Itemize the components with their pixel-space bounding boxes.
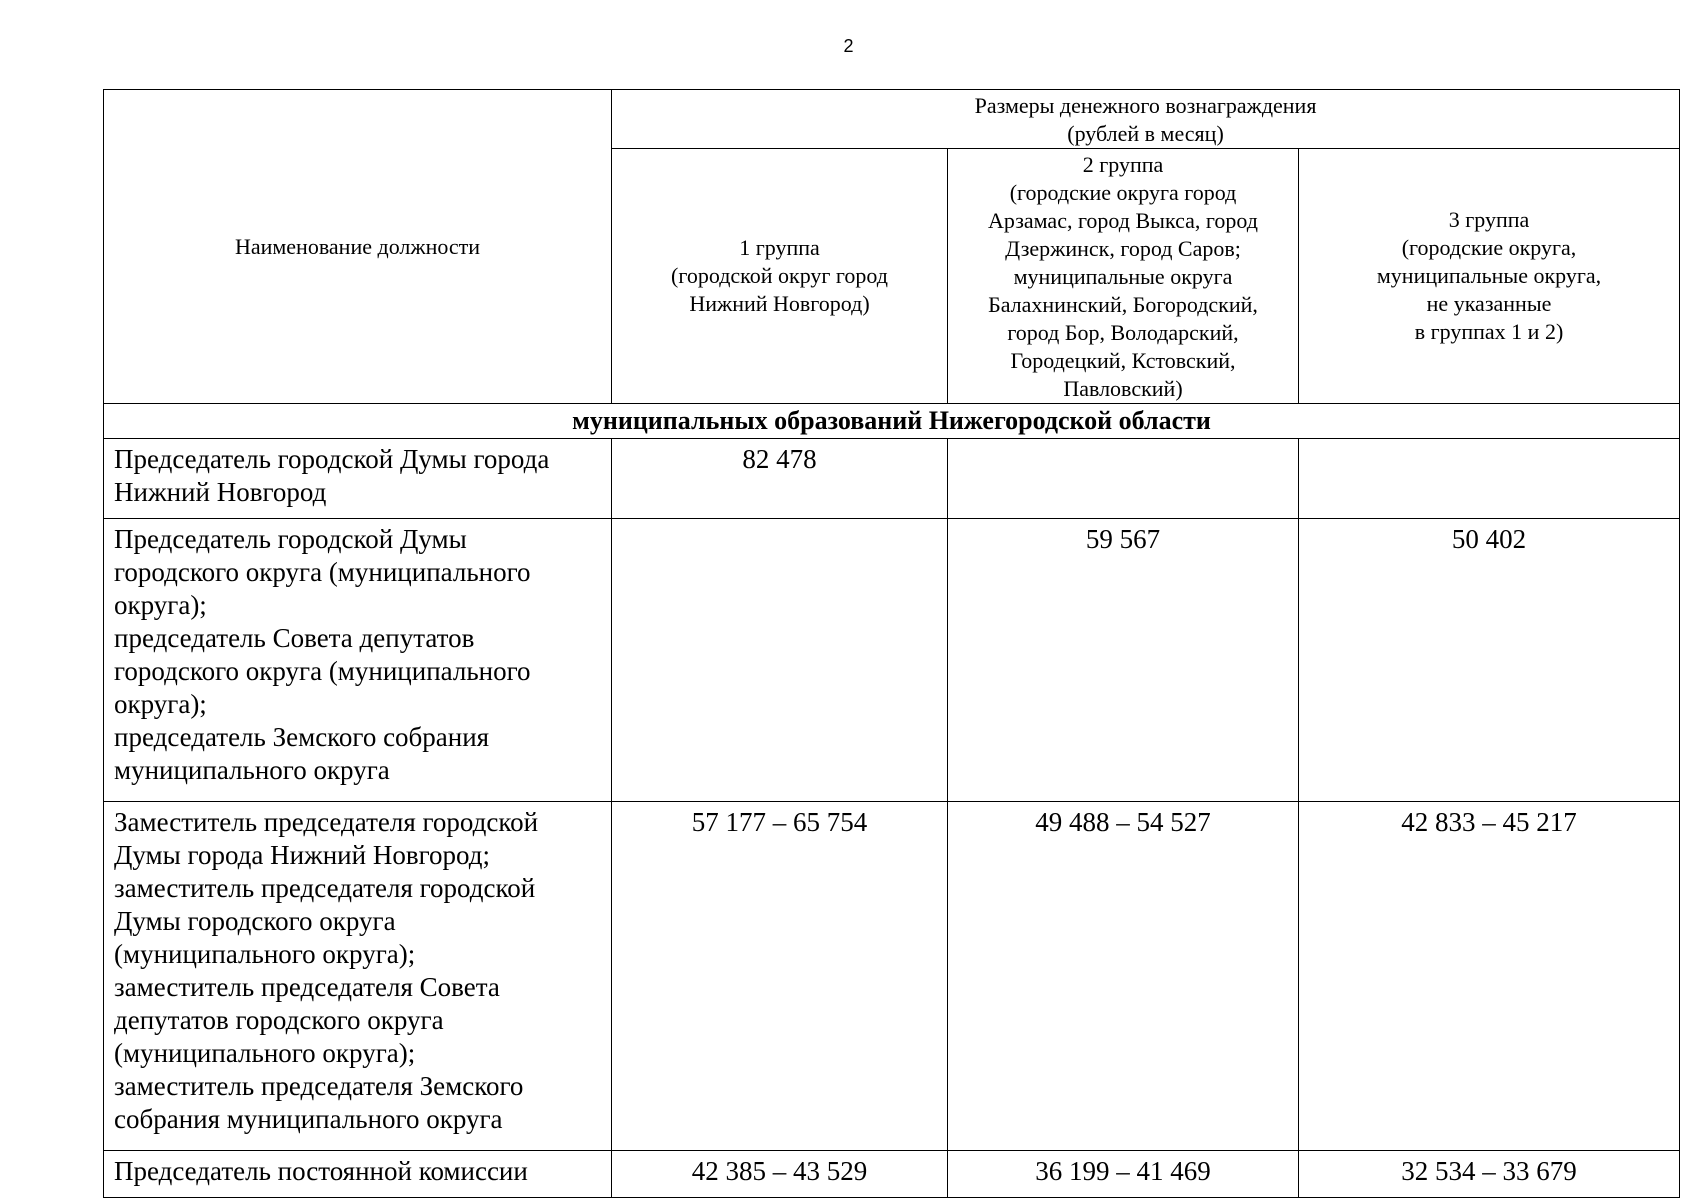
- section-title: муниципальных образований Нижегородской области: [104, 404, 1680, 439]
- group3-value: 50 402: [1299, 519, 1680, 802]
- position-name-line: округа);: [114, 689, 207, 719]
- position-name-line: Думы города Нижний Новгород;: [114, 840, 490, 870]
- group1-header: [612, 149, 948, 404]
- group2-header-line: Балахнинский, Богородский,: [988, 292, 1258, 317]
- position-name-line: председатель Земского собрания: [114, 722, 490, 752]
- position-name-line: Председатель городской Думы: [114, 524, 467, 554]
- position-name-line: депутатов городского округа: [114, 1005, 444, 1035]
- group2-header-line: город Бор, Володарский,: [1007, 320, 1239, 345]
- group3-header-line: (городские округа,: [1401, 235, 1577, 260]
- position-name-line: собрания муниципального округа: [114, 1104, 503, 1134]
- table-row: [104, 1151, 1680, 1198]
- position-name-line: муниципального округа: [114, 755, 390, 785]
- position-name-line: заместитель председателя Земского: [114, 1071, 524, 1101]
- group1-header-line: Нижний Новгород): [689, 291, 870, 316]
- position-name-line: Думы городского округа: [114, 906, 396, 936]
- group1-value: 57 177 – 65 754: [612, 802, 948, 1151]
- group2-header-line: 2 группа: [1082, 152, 1164, 177]
- position-name-line: (муниципального округа);: [114, 939, 416, 969]
- group3-header-line: не указанные: [1426, 291, 1552, 316]
- group2-header-line: Павловский): [1063, 376, 1183, 401]
- group3-header: [1299, 149, 1680, 404]
- position-name-line: (муниципального округа);: [114, 1038, 416, 1068]
- group2-value: 36 199 – 41 469: [948, 1151, 1299, 1198]
- position-name-line: Председатель постоянной комиссии: [114, 1156, 528, 1186]
- reward-size-header-line1: Размеры денежного вознаграждения: [974, 93, 1317, 118]
- reward-size-header-line2: (рублей в месяц): [1067, 121, 1224, 146]
- table-row: [104, 439, 1680, 519]
- group3-header-line: муниципальные округа,: [1376, 263, 1602, 288]
- group2-header: [948, 149, 1299, 404]
- page-number: 2: [843, 36, 854, 56]
- group3-header-line: в группах 1 и 2): [1414, 319, 1564, 344]
- group1-value: 82 478: [612, 439, 948, 519]
- position-name-line: заместитель председателя Совета: [114, 972, 500, 1002]
- position-name-cell: [104, 802, 612, 1151]
- group2-header-line: Городецкий, Кстовский,: [1010, 348, 1236, 373]
- group1-value: [612, 519, 948, 802]
- section-row: [104, 404, 1680, 439]
- group2-header-line: (городские округа город: [1009, 180, 1237, 205]
- group1-value: 42 385 – 43 529: [612, 1151, 948, 1198]
- group2-value: [948, 439, 1299, 519]
- position-name-line: городского округа (муниципального: [114, 656, 531, 686]
- group2-header-line: Арзамас, город Выкса, город: [988, 208, 1258, 233]
- position-name-header-text: Наименование должности: [234, 233, 481, 259]
- group2-value: 59 567: [948, 519, 1299, 802]
- group2-header-line: Дзержинск, город Саров;: [1005, 236, 1241, 261]
- position-name-line: городского округа (муниципального: [114, 557, 531, 587]
- group3-value: 32 534 – 33 679: [1299, 1151, 1680, 1198]
- position-name-cell: [104, 519, 612, 802]
- position-name-cell: [104, 439, 612, 519]
- table-row: [104, 802, 1680, 1151]
- position-name-header: [104, 90, 612, 404]
- table-row: [104, 519, 1680, 802]
- reward-size-header: [612, 90, 1680, 149]
- position-name-line: Председатель городской Думы города: [114, 444, 550, 474]
- header-row-top: [104, 90, 1680, 149]
- position-name-line: округа);: [114, 590, 207, 620]
- group3-value: 42 833 – 45 217: [1299, 802, 1680, 1151]
- group2-header-line: муниципальные округа: [1013, 264, 1233, 289]
- group3-header-line: 3 группа: [1448, 207, 1530, 232]
- position-name-line: Нижний Новгород: [114, 477, 327, 507]
- position-name-cell: [104, 1151, 612, 1198]
- position-name-line: председатель Совета депутатов: [114, 623, 475, 653]
- group2-value: 49 488 – 54 527: [948, 802, 1299, 1151]
- position-name-line: Заместитель председателя городской: [114, 807, 539, 837]
- group1-header-line: (городской округ город: [671, 263, 888, 288]
- group3-value: [1299, 439, 1680, 519]
- reward-table: [103, 89, 1680, 1198]
- position-name-line: заместитель председателя городской: [114, 873, 536, 903]
- group1-header-line: 1 группа: [739, 235, 820, 260]
